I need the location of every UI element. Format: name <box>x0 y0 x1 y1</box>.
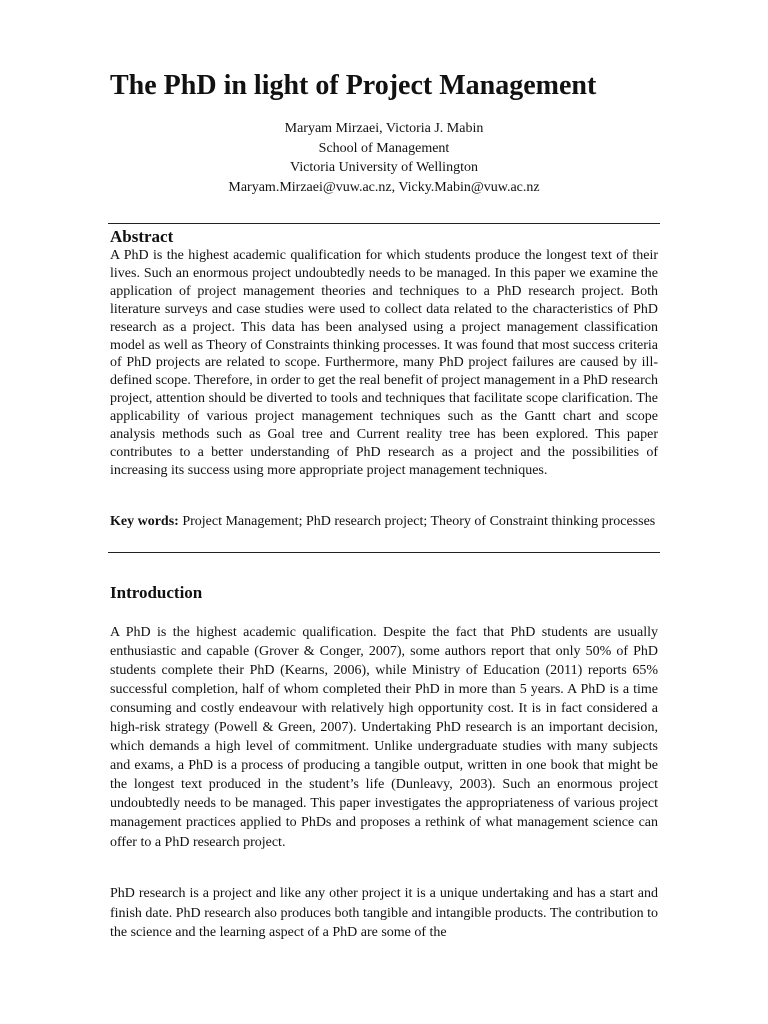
introduction-paragraph-1: A PhD is the highest academic qualification. Despite the fact that PhD students are usually enthusiastic and capable (Grover & Conger, 2007), some authors report that only 50% of PhD students complete their PhD (Kearns, 2006), while Ministry of Education (2011) reports 65% successful completion, half of whom completed their PhD in more than 5 years. A PhD is a time consuming and costly endeavour with relatively high opportunity cost. It is in fact considered a high-risk strategy (Powell & Green, 2007). Undertaking PhD research is an important decision, which demands a high level of commitment. Unlike undergraduate studies with many subjects and exams, a PhD is a process of producing a tangible output, written in one book that might be the longest text produced in the student’s life (Dunleavy, 2003). Such an enormous project undoubtedly needs to be managed. This paper investigates the appropriateness of various project management practices applied to PhDs and proposes a rethink of what management science can offer to a PhD research project. <box>110 625 658 850</box>
keywords-text: Project Management; PhD research project; Theory of Constraint thinking processes <box>182 514 656 529</box>
author-block <box>110 119 658 197</box>
department: School of Management <box>318 140 450 156</box>
keywords <box>110 512 658 532</box>
introduction-paragraph-2: PhD research is a project and like any other project it is a unique undertaking and has a start and finish date. PhD research also produces both tangible and intangible products. The contribution to the science and the learning aspect of a PhD are some of the <box>110 886 658 941</box>
abstract-text: A PhD is the highest academic qualification for which students produce the longest text of their lives. Such an enormous project undoubtedly needs to be managed. In this paper we examine the application of project management theories and techniques to a PhD research project. Both literature surveys and case studies were used to collect data related to the characteristics of PhD research as a project. This data has been analysed using a project management classification model as well as Theory of Constraints thinking processes. It was found that most success criteria of PhD projects are related to scope. Furthermore, many PhD project failures are caused by ill-defined scope. Therefore, in order to get the real benefit of project management in a PhD research project, attention should be diverted to tools and techniques that facilitate scope clarification. The applicability of various project management techniques such as the Gantt chart and scope analysis methods such as Goal tree and Current reality tree has been explored. This paper contributes to a better understanding of PhD research as a project and the possibilities of increasing its success using more appropriate project management techniques. <box>110 248 658 478</box>
abstract-bottom-rule <box>108 552 660 553</box>
abstract-top-rule <box>108 223 660 224</box>
author-names: Maryam Mirzaei, Victoria J. Mabin <box>284 121 484 136</box>
abstract-heading: Abstract <box>110 227 174 246</box>
keywords-label: Key words: <box>110 514 179 529</box>
introduction-heading: Introduction <box>110 583 203 602</box>
author-emails: Maryam.Mirzaei@vuw.ac.nz, Vicky.Mabin@vuw.ac.nz <box>228 179 540 195</box>
paper-title: The PhD in light of Project Management <box>110 70 597 101</box>
university: Victoria University of Wellington <box>290 160 478 175</box>
